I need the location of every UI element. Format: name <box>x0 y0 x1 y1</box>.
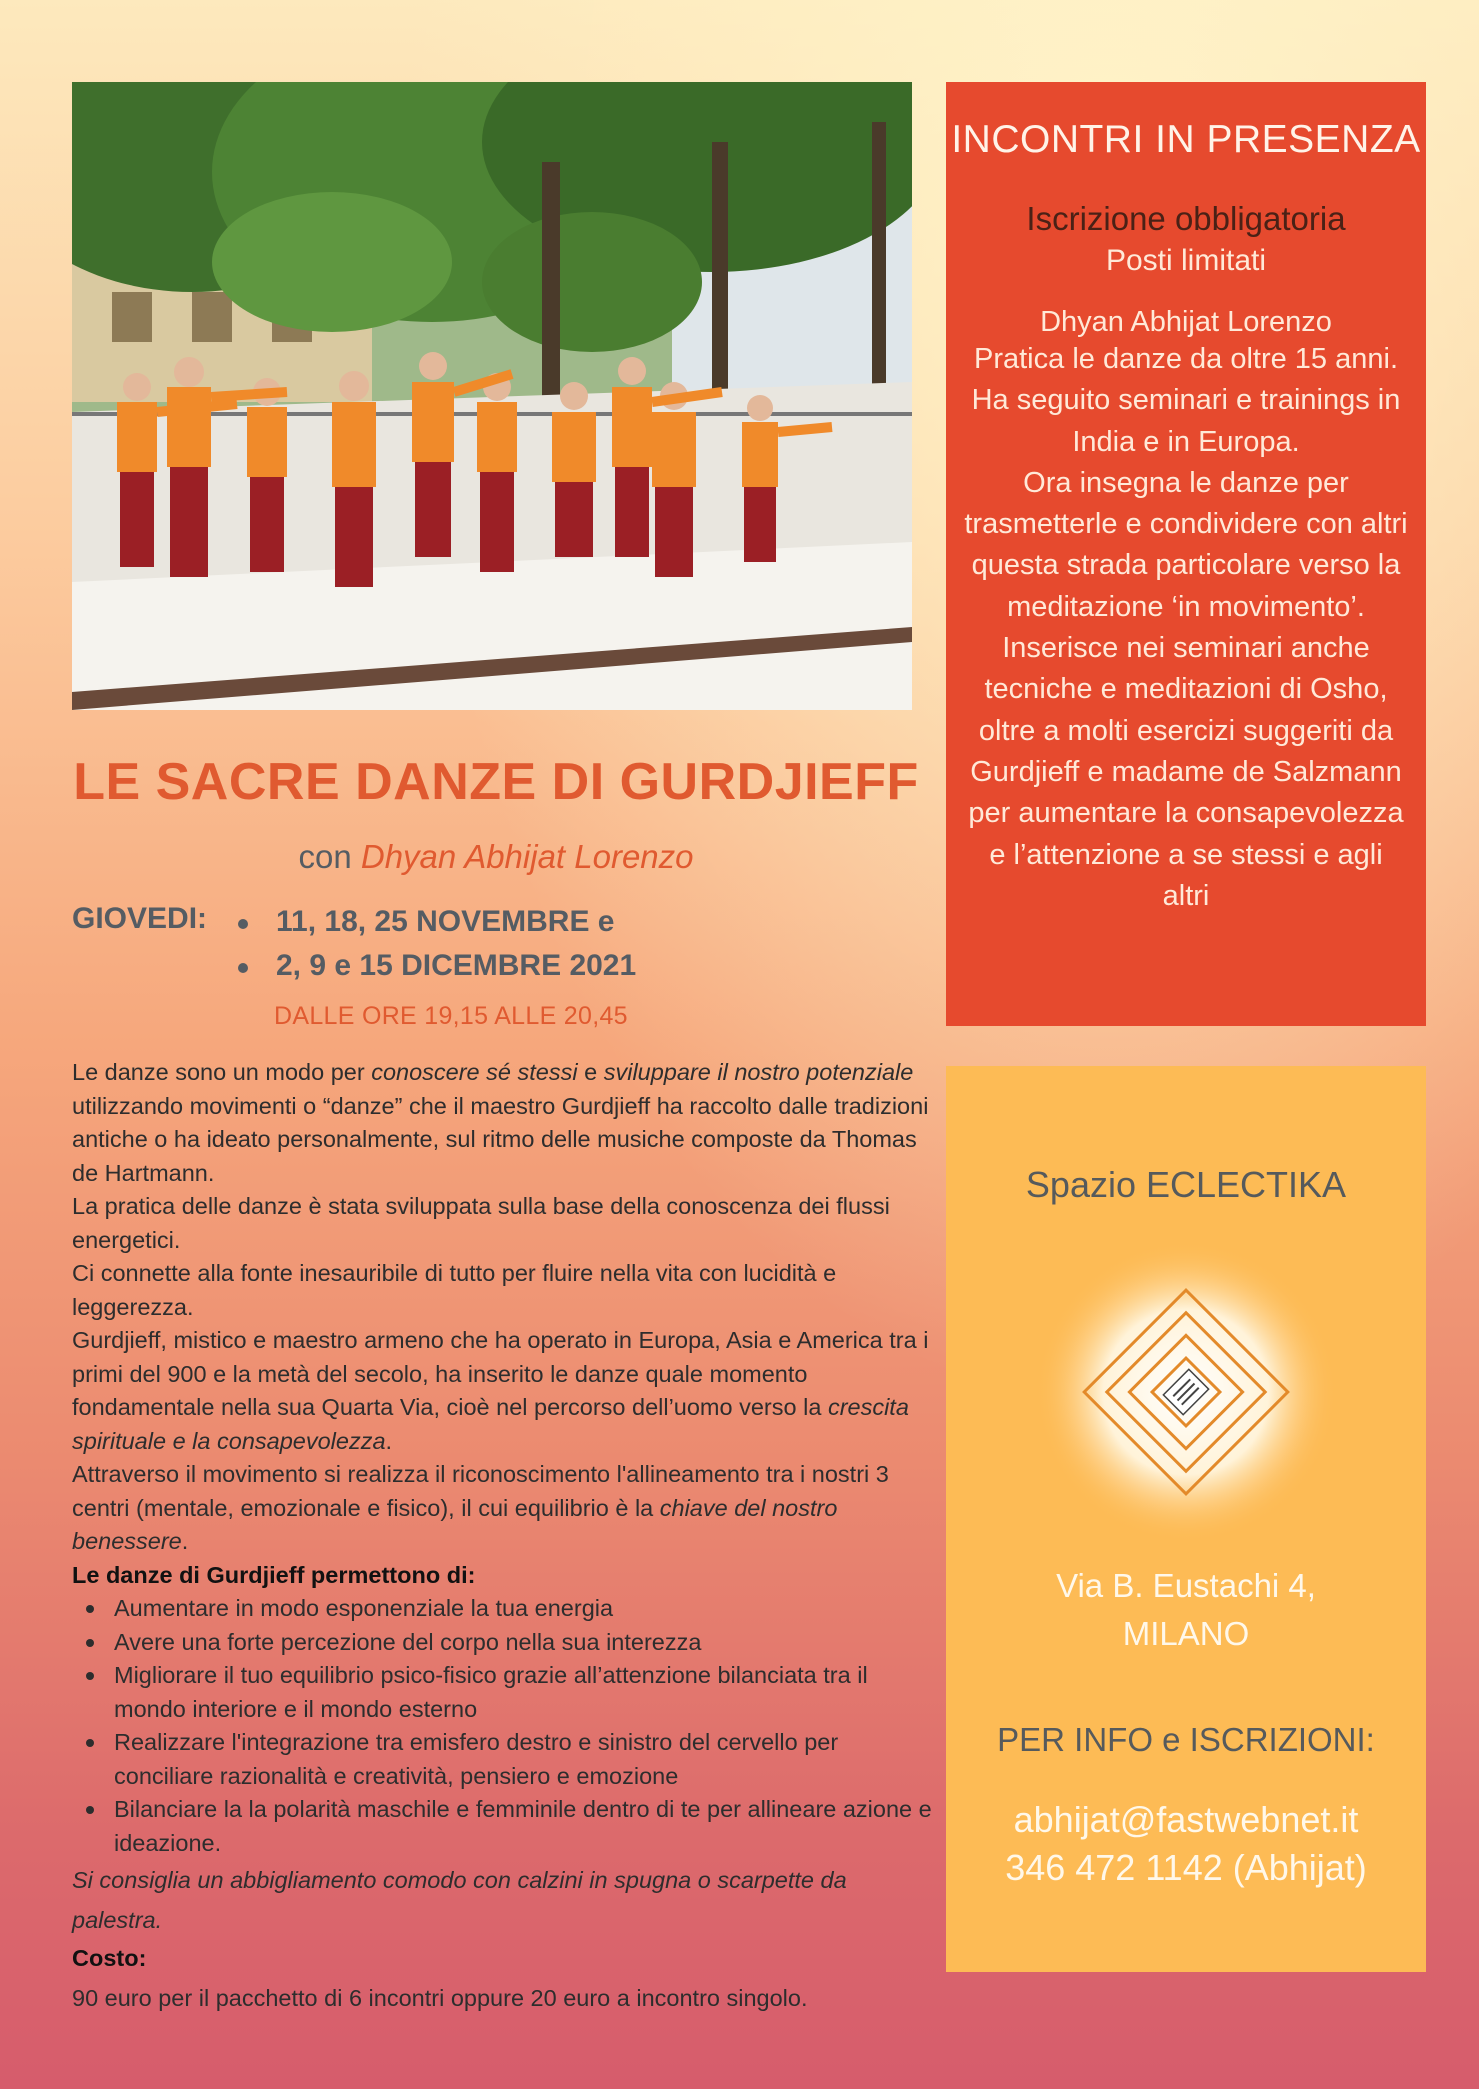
list-item: Migliorare il tuo equilibrio psico-fisico grazie all’attenzione bilanciata tra il mondo interiore e il mondo esterno <box>72 1659 932 1726</box>
venue-address <box>946 1562 1426 1658</box>
text-span: Gurdjieff, mistico e maestro armeno che ha operato in Europa, Asia e America tra i primi del 900 e la metà del secolo, ha inserito le danze quale momento fondamentale nella sua Quarta Via, cioè nel percorso dell’uomo verso la <box>72 1327 929 1420</box>
info-label: PER INFO e ISCRIZIONI: <box>997 1721 1375 1758</box>
text-span: . <box>181 1528 189 1554</box>
dates-list <box>236 900 636 988</box>
bio-line: Ha seguito seminari e trainings in India e in Europa. <box>971 384 1401 458</box>
benefits-title: Le danze di Gurdjieff permettono di: <box>72 1561 476 1588</box>
benefits-list <box>72 1592 932 1860</box>
text-span: e <box>577 1059 604 1085</box>
text-span: Le danze sono un modo per <box>72 1059 372 1085</box>
bio-name: Dhyan Abhijat Lorenzo <box>1040 306 1332 338</box>
emphasis: conoscere sé stessi <box>371 1059 578 1085</box>
list-item: Avere una forte percezione del corpo nella sua interezza <box>72 1626 932 1660</box>
emphasis: crescita spirituale e la consapevolezza <box>72 1394 909 1454</box>
paragraph <box>72 1324 932 1458</box>
description <box>72 1056 932 2015</box>
paragraph <box>72 1056 932 1190</box>
text-span: Attraverso il movimento si realizza il riconoscimento l'allineamento tra i nostri 3 centri (mentale, emozionale e fisico), il cui equilibrio è la <box>72 1461 889 1521</box>
registration-note: Iscrizione obbligatoria <box>1026 200 1346 237</box>
list-item: Realizzare l'integrazione tra emisfero destro e sinistro del cervello per conciliare razionalità e creatività, pensiero e emozione <box>72 1726 932 1793</box>
address-line: Via B. Eustachi 4, <box>1056 1567 1316 1604</box>
paragraph: La pratica delle danze è stata sviluppata sulla base della conoscenza dei flussi energetici. <box>72 1193 890 1253</box>
emphasis: chiave del nostro benessere <box>72 1494 838 1554</box>
contact-details <box>946 1796 1426 1892</box>
emphasis: sviluppare il nostro potenziale <box>603 1059 914 1085</box>
venue-name: Spazio ECLECTIKA <box>1025 1164 1347 1205</box>
paragraph: Ci connette alla fonte inesauribile di tutto per fluire nella vita con lucidità e leggerezza. <box>72 1260 837 1320</box>
venue-box <box>946 1066 1426 1972</box>
email-link[interactable]: abhijat@fastwebnet.it <box>1013 1799 1359 1840</box>
day-label: GIOVEDI: <box>72 902 208 935</box>
paragraph <box>72 1458 932 1559</box>
list-item: Bilanciare la la polarità maschile e femminile dentro di te per allineare azione e ideazione. <box>72 1793 932 1860</box>
text-span: . <box>385 1427 393 1454</box>
box-heading: INCONTRI IN PRESENZA <box>951 118 1421 161</box>
subtitle-prefix: con <box>298 838 352 875</box>
event-hours: DALLE ORE 19,15 ALLE 20,45 <box>274 1002 628 1030</box>
date-item: 11, 18, 25 NOVEMBRE e <box>236 900 636 944</box>
dancers-photo <box>72 82 912 710</box>
address-city: MILANO <box>1122 1615 1250 1652</box>
bio-line: Inserisce nei seminari anche tecniche e meditazioni di Osho, oltre a molti esercizi suggeriti da Gurdjieff e madame de Salzmann per aumentare la consapevolezza e l’attenzione a se stessi e agli altri <box>968 632 1404 912</box>
event-title: LE SACRE DANZE DI GURDJIEFF <box>73 753 919 811</box>
bio-line: Pratica le danze da oltre 15 anni. <box>974 343 1398 375</box>
limited-seats-note: Posti limitati <box>1105 244 1267 277</box>
eclectika-logo-icon <box>1036 1242 1336 1542</box>
event-subtitle <box>66 838 926 876</box>
list-item: Aumentare in modo esponenziale la tua energia <box>72 1592 932 1626</box>
cost-label: Costo: <box>72 1945 147 1971</box>
cost-text: 90 euro per il pacchetto di 6 incontri oppure 20 euro a incontro singolo. <box>72 1984 808 2011</box>
teacher-name: Dhyan Abhijat Lorenzo <box>360 838 694 875</box>
in-person-box <box>946 82 1426 1026</box>
clothing-advice: Si consiglia un abbigliamento comodo con calzini in spugna o scarpette da palestra. <box>72 1867 847 1933</box>
bio-line: Ora insegna le danze per trasmetterle e condividere con altri questa strada particolare verso la meditazione ‘in movimento’. <box>964 466 1408 623</box>
phone-number[interactable]: 346 472 1142 (Abhijat) <box>1005 1847 1367 1888</box>
text-span: utilizzando movimenti o “danze” che il maestro Gurdjieff ha raccolto dalle tradizioni antiche o ha ideato personalmente, sul ritmo delle musiche composte da Thomas de Hartmann. <box>72 1092 929 1186</box>
date-item: 2, 9 e 15 DICEMBRE 2021 <box>236 944 636 988</box>
